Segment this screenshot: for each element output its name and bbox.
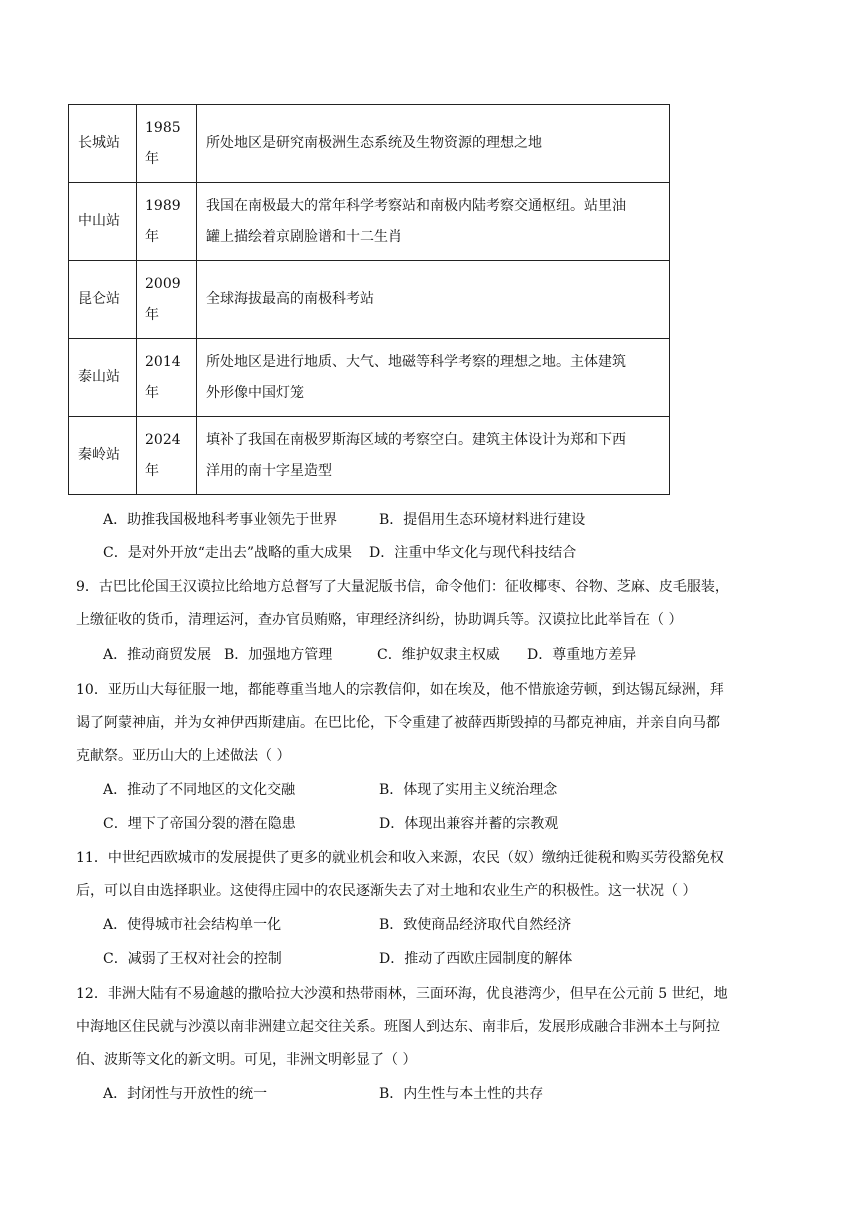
station-year bbox=[137, 339, 197, 417]
station-table bbox=[68, 104, 670, 495]
year-unit: 年 bbox=[145, 384, 159, 401]
station-description bbox=[197, 261, 670, 339]
q12-stem-line: 中海地区住民就与沙漠以南非洲建立起交往关系。班图人到达东、南非后，发展形成融合非洲本土与阿拉 bbox=[76, 1019, 720, 1035]
q11-option-c: C．减弱了王权对社会的控制 bbox=[103, 951, 282, 967]
description-line: 填补了我国在南极罗斯海区域的考察空白。建筑主体设计为郑和下西 bbox=[206, 431, 626, 448]
year-number: 1985 bbox=[145, 119, 181, 136]
year-unit: 年 bbox=[145, 306, 159, 323]
station-description bbox=[197, 183, 670, 261]
description-line: 全球海拔最高的南极科考站 bbox=[206, 291, 374, 307]
q8-option-b: B．提倡用生态环境材料进行建设 bbox=[379, 512, 586, 528]
year-unit: 年 bbox=[145, 228, 159, 245]
q9-option-a: A．推动商贸发展 bbox=[103, 647, 212, 663]
q10-option-d: D．体现出兼容并蓄的宗教观 bbox=[379, 816, 559, 832]
q12-stem-line: 12．非洲大陆有不易逾越的撒哈拉大沙漠和热带雨林，三面环海，优良港湾少，但早在公元前 5 世纪，地 bbox=[76, 986, 728, 1002]
q10-option-a: A．推动了不同地区的文化交融 bbox=[103, 782, 296, 798]
description-line: 洋用的南十字星造型 bbox=[206, 462, 332, 479]
q12-option-b: B．内生性与本土性的共存 bbox=[379, 1086, 544, 1102]
description-line: 所处地区是研究南极洲生态系统及生物资源的理想之地 bbox=[206, 135, 542, 151]
q9-option-b: B．加强地方管理 bbox=[224, 647, 333, 663]
year-number: 2014 bbox=[145, 353, 181, 370]
station-description bbox=[197, 417, 670, 495]
q12-option-a: A．封闭性与开放性的统一 bbox=[103, 1086, 268, 1102]
year-unit: 年 bbox=[145, 462, 159, 479]
q10-option-b: B．体现了实用主义统治理念 bbox=[379, 782, 558, 798]
q8-option-a: A．助推我国极地科考事业领先于世界 bbox=[103, 512, 338, 528]
year-unit: 年 bbox=[145, 150, 159, 167]
q11-option-b: B．致使商品经济取代自然经济 bbox=[379, 917, 572, 933]
station-year bbox=[137, 417, 197, 495]
table-row bbox=[69, 417, 670, 495]
q9-option-c: C．维护奴隶主权威 bbox=[377, 647, 500, 663]
table-row bbox=[69, 261, 670, 339]
q12-stem-line: 伯、波斯等文化的新文明。可见，非洲文明彰显了（ ） bbox=[76, 1052, 417, 1068]
q10-stem-line: 克献祭。亚历山大的上述做法（ ） bbox=[76, 748, 291, 764]
q8-option-c: C．是对外开放“走出去”战略的重大成果 bbox=[103, 545, 353, 561]
q10-option-c: C．埋下了帝国分裂的潜在隐患 bbox=[103, 816, 296, 832]
table-row bbox=[69, 339, 670, 417]
q9-stem-line: 9．古巴比伦国王汉谟拉比给地方总督写了大量泥版书信，命令他们：征收椰枣、谷物、芝麻、皮毛服装， bbox=[76, 579, 729, 595]
station-name: 长城站 bbox=[69, 105, 137, 183]
station-description bbox=[197, 105, 670, 183]
station-year bbox=[137, 105, 197, 183]
station-description bbox=[197, 339, 670, 417]
year-number: 2009 bbox=[145, 275, 181, 292]
description-line: 罐上描绘着京剧脸谱和十二生肖 bbox=[206, 228, 402, 245]
station-year bbox=[137, 183, 197, 261]
q11-stem-line: 11．中世纪西欧城市的发展提供了更多的就业机会和收入来源，农民（奴）缴纳迁徙税和购买劳役豁免权 bbox=[76, 850, 724, 866]
description-line: 我国在南极最大的常年科学考察站和南极内陆考察交通枢纽。站里油 bbox=[206, 197, 626, 214]
station-name: 昆仑站 bbox=[69, 261, 137, 339]
table-row bbox=[69, 183, 670, 261]
description-line: 所处地区是进行地质、大气、地磁等科学考察的理想之地。主体建筑 bbox=[206, 353, 626, 370]
q10-stem-line: 谒了阿蒙神庙，并为女神伊西斯建庙。在巴比伦，下令重建了被薛西斯毁掉的马都克神庙，并亲自向马都 bbox=[76, 715, 720, 731]
q8-option-d: D．注重中华文化与现代科技结合 bbox=[369, 545, 577, 561]
description-line: 外形像中国灯笼 bbox=[206, 384, 304, 401]
year-number: 2024 bbox=[145, 431, 181, 448]
q10-stem-line: 10．亚历山大每征服一地，都能尊重当地人的宗教信仰，如在埃及，他不惜旅途劳顿，到达锡瓦绿洲，拜 bbox=[76, 682, 724, 698]
q9-stem-line: 上缴征收的货币，清理运河，查办官员贿赂，审理经济纠纷，协助调兵等。汉谟拉比此举旨在（ ） bbox=[76, 612, 683, 628]
station-name: 中山站 bbox=[69, 183, 137, 261]
station-name: 泰山站 bbox=[69, 339, 137, 417]
q9-option-d: D．尊重地方差异 bbox=[527, 647, 637, 663]
q11-option-a: A．使得城市社会结构单一化 bbox=[103, 917, 282, 933]
year-number: 1989 bbox=[145, 197, 181, 214]
q11-stem-line: 后，可以自由选择职业。这使得庄园中的农民逐渐失去了对土地和农业生产的积极性。这一状况（ ） bbox=[76, 883, 697, 899]
station-year bbox=[137, 261, 197, 339]
q11-option-d: D．推动了西欧庄园制度的解体 bbox=[379, 951, 573, 967]
table-row bbox=[69, 105, 670, 183]
station-name: 秦岭站 bbox=[69, 417, 137, 495]
